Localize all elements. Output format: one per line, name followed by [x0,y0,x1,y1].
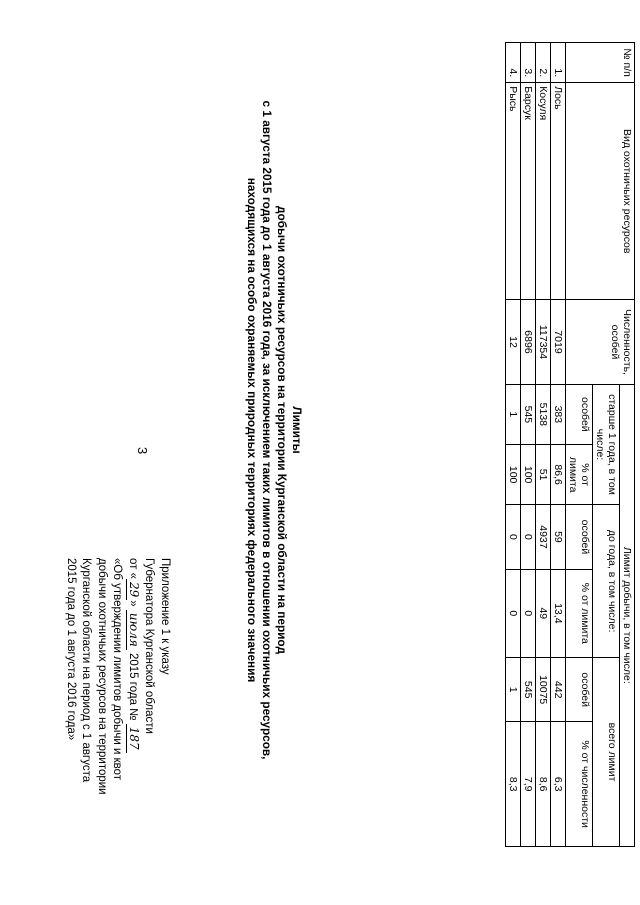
cell-younger-count: 0 [506,505,521,569]
cell-population: 117354 [536,300,551,384]
header-older-pct: % от лимита [566,444,593,504]
cell-total-pct: 7,9 [521,722,536,847]
cell-population: 6896 [521,300,536,384]
cell-younger-pct: 13,4 [551,569,566,657]
header-total-pct: % от численности [566,722,593,847]
cell-species: Барсук [521,83,536,300]
cell-older-count: 5138 [536,384,551,444]
cell-total-pct: 6,3 [551,722,566,847]
appendix-line: добычи охотничьих ресурсов на территории [96,558,108,795]
cell-population: 7019 [551,300,566,384]
header-limit: Лимит добычи, в том числе: [620,384,635,846]
header-older-count: особей [566,384,593,444]
appendix-line: 2015 года до 1 августа 2016 года» [65,558,77,741]
cell-younger-count: 59 [551,505,566,569]
header-older: старше 1 года, в том числе: [593,384,620,505]
title-line: добычи охотничьих ресурсов на территории Курганской области на период [275,206,289,654]
appendix-line: Приложение 1 к указу [159,558,171,675]
cell-older-count: 545 [521,384,536,444]
document-title [244,30,304,830]
cell-older-count: 383 [551,384,566,444]
cell-species: Косуля [536,83,551,300]
page-number: 3 [135,447,150,455]
decree-month-handwritten: июля [126,610,141,650]
cell-population: 12 [506,300,521,384]
cell-younger-count: 4937 [536,505,551,569]
decree-date-prefix: от « [127,558,139,580]
cell-species: Лось [551,83,566,300]
cell-younger-pct: 49 [536,569,551,657]
header-num: № п/п [566,43,635,83]
appendix-line: Губернатора Курганской области [143,558,156,734]
cell-num: 2. [536,43,551,83]
cell-total-pct: 8,6 [536,722,551,847]
header-younger-count: особей [566,505,593,569]
cell-older-pct: 51 [536,444,551,504]
header-total-count: особей [566,658,593,722]
table-row [521,43,536,847]
header-species: Вид охотничьих ресурсов [566,83,635,300]
cell-total-pct: 8,3 [506,722,521,847]
cell-older-count: 1 [506,384,521,444]
cell-total-count: 1 [506,658,521,722]
title-line: находящихся на особо охраняемых природных территориях федерального значения [245,177,259,683]
cell-num: 1. [551,43,566,83]
decree-date-mid: » [127,600,139,607]
appendix-decree-line [125,558,142,898]
header-population: Численность, особей [566,300,635,384]
limits-table [505,42,635,847]
decree-year: 2015 года № [127,653,139,721]
cell-total-count: 10075 [536,658,551,722]
decree-day-handwritten: 29 [126,579,141,600]
appendix-line: Курганской области на период с 1 августа [80,558,93,783]
table-row [506,43,521,847]
title-line: с 1 августа 2015 года до 1 августа 2016 года, за исключением таких лимитов в отношении охотничьих ресурсов, [260,100,274,760]
cell-older-pct: 100 [521,444,536,504]
cell-older-pct: 100 [506,444,521,504]
header-total: всего лимит [593,658,620,847]
appendix-note [63,558,173,898]
cell-total-count: 442 [551,658,566,722]
cell-num: 3. [521,43,536,83]
table-row [551,43,566,847]
cell-num: 4. [506,43,521,83]
cell-species: Рысь [506,83,521,300]
appendix-line: «Об утверждении лимитов добычи и квот [111,558,124,781]
cell-younger-pct: 0 [506,569,521,657]
decree-number-handwritten: 187 [126,724,141,753]
header-younger-pct: % от лимита [566,569,593,657]
title-heading: Лимиты [290,406,304,454]
header-younger: до года, в том числе: [593,505,620,658]
cell-total-count: 545 [521,658,536,722]
cell-younger-count: 0 [521,505,536,569]
table-row [536,43,551,847]
cell-younger-pct: 0 [521,569,536,657]
cell-older-pct: 86,6 [551,444,566,504]
